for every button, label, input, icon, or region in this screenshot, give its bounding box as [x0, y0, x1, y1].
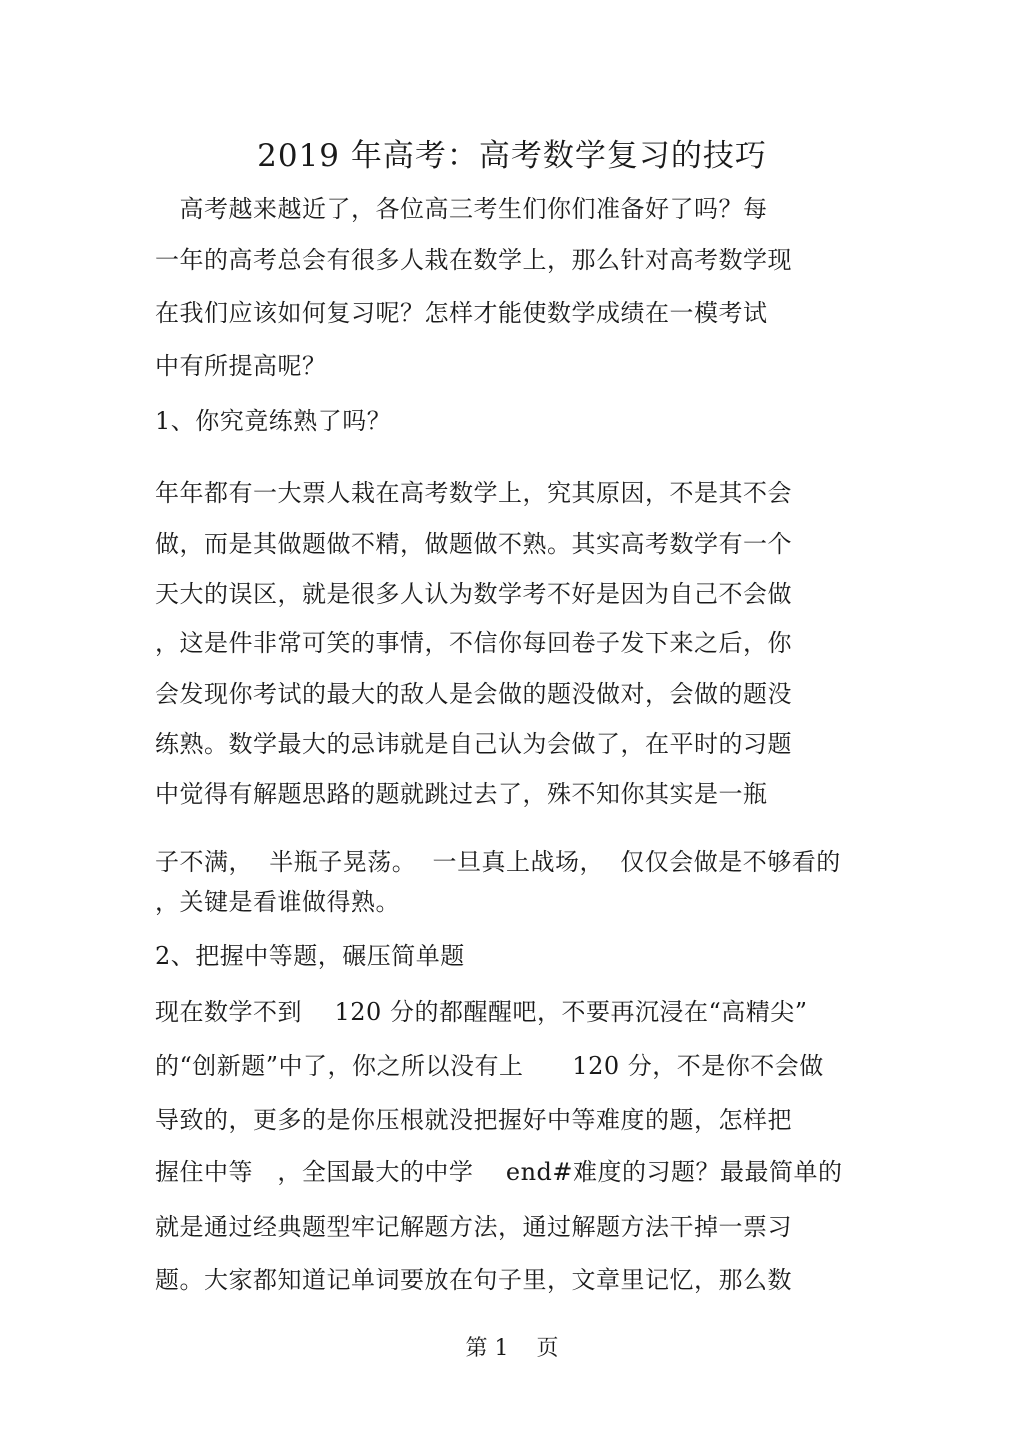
paragraph-line: ，这是件非常可笑的事情，不信你每回卷子发下来之后，你	[155, 629, 792, 657]
paragraph-line: 就是通过经典题型牢记解题方法，通过解题方法干掉一票习	[155, 1213, 792, 1241]
paragraph-line: 中有所提高呢？	[155, 352, 327, 380]
paragraph-line: 练熟。数学最大的忌讳就是自己认为会做了，在平时的习题	[155, 730, 792, 758]
page-number: 第 1 页	[465, 1336, 559, 1361]
paragraph-line: 中觉得有解题思路的题就跳过去了，殊不知你其实是一瓶	[155, 780, 768, 808]
paragraph-line: 现在数学不到 120 分的都醒醒吧，不要再沉浸在“高精尖”	[155, 998, 808, 1026]
paragraph-line: 导致的，更多的是你压根就没把握好中等难度的题，怎样把	[155, 1106, 792, 1134]
paragraph-line: 子不满， 半瓶子晃荡。 一旦真上战场， 仅仅会做是不够看的	[155, 848, 841, 876]
document-title: 2019 年高考：高考数学复习的技巧	[257, 138, 767, 174]
paragraph-line: 一年的高考总会有很多人栽在数学上，那么针对高考数学现	[155, 246, 792, 274]
paragraph-line: 天大的误区，就是很多人认为数学考不好是因为自己不会做	[155, 580, 792, 608]
paragraph-line: 做，而是其做题做不精，做题做不熟。其实高考数学有一个	[155, 530, 792, 558]
paragraph-line: 高考越来越近了，各位高三考生们你们准备好了吗？每	[155, 195, 768, 223]
paragraph-line: 握住中等 ，全国最大的中学 end#难度的习题？最最简单的	[155, 1158, 843, 1186]
paragraph-line: 在我们应该如何复习呢？怎样才能使数学成绩在一模考试	[155, 299, 768, 327]
paragraph-line: 会发现你考试的最大的敌人是会做的题没做对，会做的题没	[155, 680, 792, 708]
section-heading-2: 2、把握中等题，碾压简单题	[155, 942, 465, 970]
paragraph-line: 题。大家都知道记单词要放在句子里，文章里记忆，那么数	[155, 1266, 792, 1294]
paragraph-line: 年年都有一大票人栽在高考数学上，究其原因，不是其不会	[155, 479, 792, 507]
paragraph-line: 的“创新题”中了，你之所以没有上 120 分，不是你不会做	[155, 1052, 824, 1080]
section-heading-1: 1、你究竟练熟了吗？	[155, 407, 392, 435]
paragraph-line: ，关键是看谁做得熟。	[155, 888, 400, 916]
